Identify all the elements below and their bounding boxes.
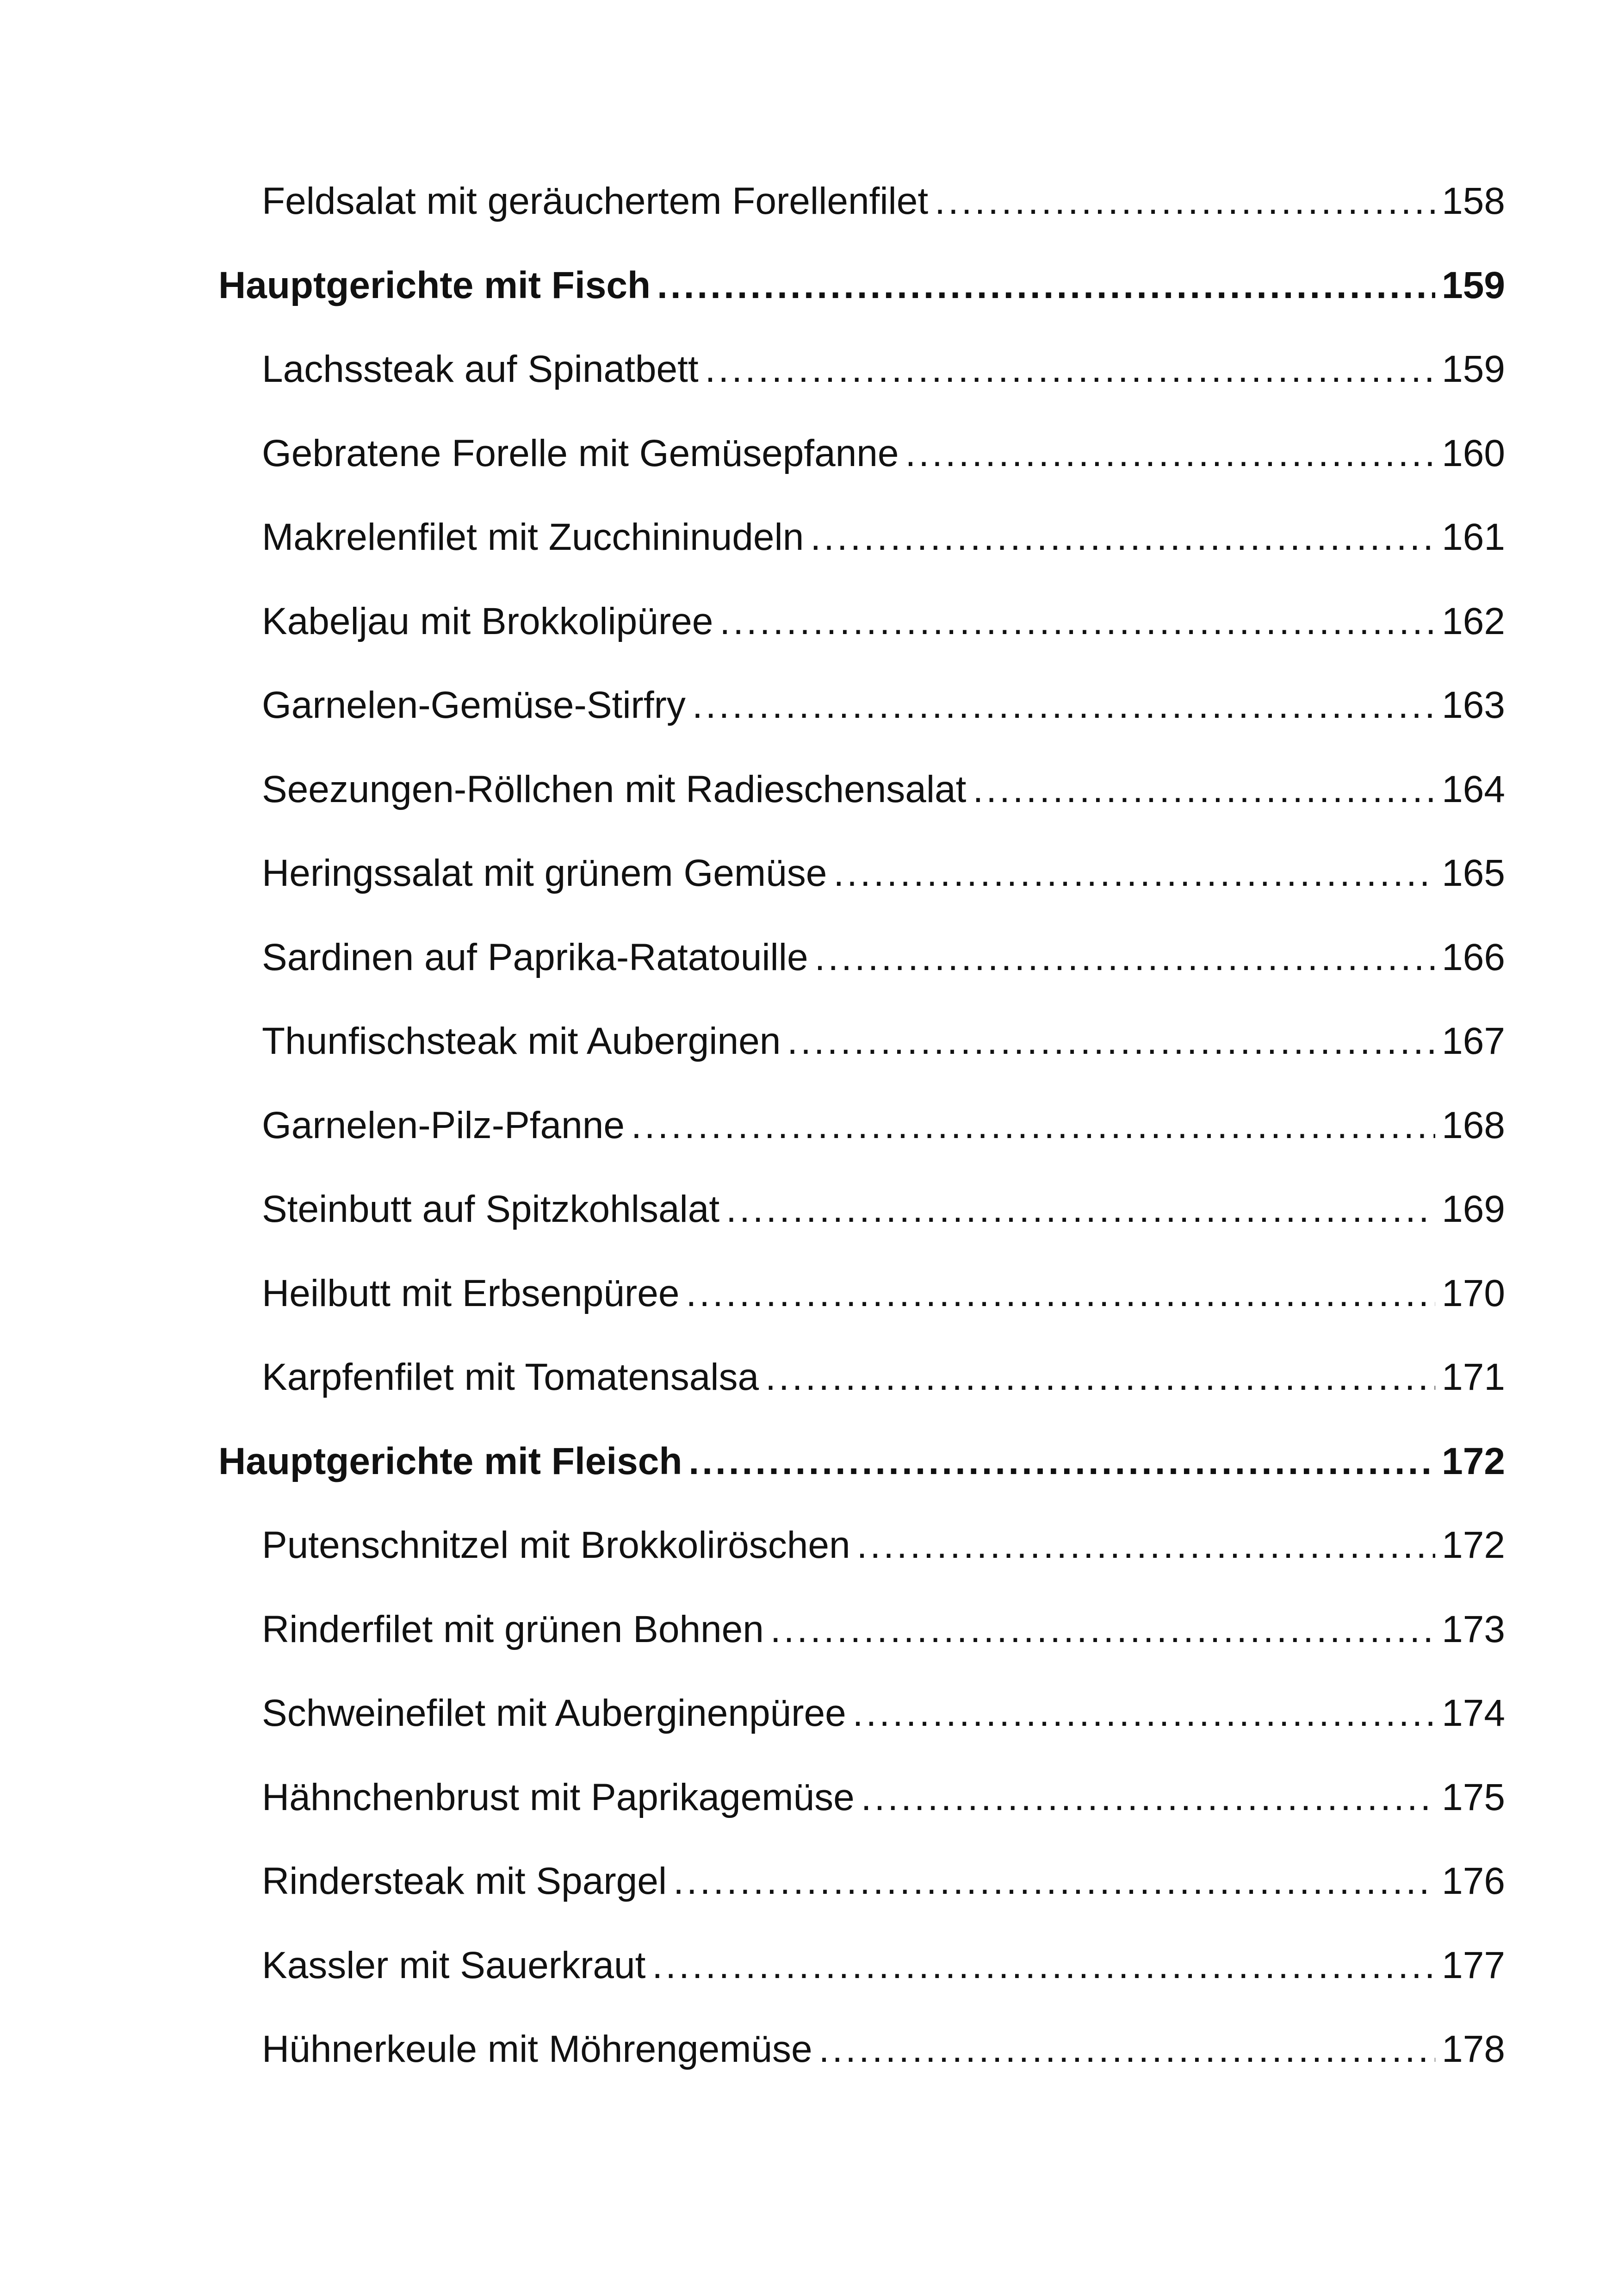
- toc-entry-title: Feldsalat mit geräuchertem Forellenfilet: [262, 180, 929, 222]
- toc-page-number: 160: [1442, 432, 1505, 474]
- toc-page-number: 170: [1442, 1272, 1505, 1314]
- toc-page-number: 177: [1442, 1944, 1505, 1986]
- toc-page-number: 174: [1442, 1692, 1505, 1734]
- toc-entry[interactable]: [218, 746, 1505, 815]
- toc-entry[interactable]: [218, 1250, 1505, 1319]
- toc-page-number: 178: [1442, 2028, 1505, 2070]
- toc-entry[interactable]: [218, 1333, 1505, 1403]
- dot-leader: [765, 1352, 1435, 1403]
- toc-page-number: 171: [1442, 1356, 1505, 1398]
- toc-entry-title: Putenschnitzel mit Brokkoliröschen: [262, 1524, 850, 1566]
- toc-entry-title: Garnelen-Pilz-Pfanne: [262, 1104, 625, 1146]
- toc-section-title: Hauptgerichte mit Fleisch: [218, 1440, 682, 1482]
- dot-leader: [692, 680, 1435, 731]
- toc-page-number: 167: [1442, 1020, 1505, 1062]
- dot-leader: [719, 596, 1435, 647]
- dot-leader: [861, 1772, 1435, 1823]
- toc-section-title: Hauptgerichte mit Fisch: [218, 264, 651, 306]
- toc-entry[interactable]: [218, 1165, 1505, 1235]
- dot-leader: [935, 176, 1435, 227]
- toc-page-number: 172: [1442, 1524, 1505, 1566]
- toc-entry-title: Thunfischsteak mit Auberginen: [262, 1020, 781, 1062]
- toc-entry[interactable]: [218, 325, 1505, 395]
- toc-entry[interactable]: [218, 1922, 1505, 1991]
- toc-page-number: 163: [1442, 684, 1505, 726]
- toc-page-number: 159: [1442, 348, 1505, 390]
- toc-entry-title: Sardinen auf Paprika-Ratatouille: [262, 936, 808, 978]
- dot-leader: [787, 1016, 1435, 1067]
- toc-entry[interactable]: [218, 410, 1505, 479]
- toc-entry-title: Heringssalat mit grünem Gemüse: [262, 852, 827, 894]
- dot-leader: [905, 428, 1436, 479]
- toc-entry-title: Heilbutt mit Erbsenpüree: [262, 1272, 680, 1314]
- toc-entry[interactable]: [218, 1501, 1505, 1571]
- toc-page-number: 175: [1442, 1776, 1505, 1818]
- toc-entry[interactable]: [218, 1082, 1505, 1151]
- dot-leader: [652, 1940, 1435, 1991]
- dot-leader: [688, 1436, 1435, 1487]
- toc-entry[interactable]: [218, 914, 1505, 983]
- toc-entry-title: Steinbutt auf Spitzkohlsalat: [262, 1188, 720, 1230]
- toc-entry[interactable]: [218, 1754, 1505, 1823]
- dot-leader: [853, 1688, 1436, 1739]
- dot-leader: [973, 764, 1435, 815]
- toc-section-heading[interactable]: [218, 1418, 1505, 1487]
- dot-leader: [631, 1100, 1435, 1151]
- toc-entry-title: Karpfenfilet mit Tomatensalsa: [262, 1356, 759, 1398]
- dot-leader: [657, 260, 1435, 311]
- toc-page-number: 164: [1442, 768, 1505, 810]
- toc-page-number: 159: [1442, 264, 1505, 306]
- dot-leader: [833, 848, 1435, 899]
- dot-leader: [705, 344, 1436, 395]
- dot-leader: [815, 932, 1436, 983]
- toc-page-number: 166: [1442, 936, 1505, 978]
- toc-entry[interactable]: [218, 1669, 1505, 1739]
- toc-entry[interactable]: [218, 157, 1505, 227]
- toc-entry-title: Makrelenfilet mit Zucchininudeln: [262, 516, 804, 558]
- toc-section-heading[interactable]: [218, 242, 1505, 311]
- toc-entry-title: Rinderfilet mit grünen Bohnen: [262, 1608, 764, 1650]
- toc-entry-title: Rindersteak mit Spargel: [262, 1860, 667, 1902]
- toc-page-number: 168: [1442, 1104, 1505, 1146]
- toc-entry[interactable]: [218, 1586, 1505, 1655]
- dot-leader: [857, 1520, 1436, 1571]
- dot-leader: [819, 2024, 1436, 2075]
- toc-page-number: 158: [1442, 180, 1505, 222]
- toc-page-number: 172: [1442, 1440, 1505, 1482]
- toc-page-number: 173: [1442, 1608, 1505, 1650]
- toc-entry[interactable]: [218, 493, 1505, 563]
- toc-entry-title: Lachssteak auf Spinatbett: [262, 348, 699, 390]
- toc-entry[interactable]: [218, 997, 1505, 1067]
- toc-entry[interactable]: [218, 2005, 1505, 2075]
- toc-page-number: 169: [1442, 1188, 1505, 1230]
- dot-leader: [726, 1184, 1435, 1235]
- toc-entry-title: Schweinefilet mit Auberginenpüree: [262, 1692, 846, 1734]
- toc-entry-title: Kassler mit Sauerkraut: [262, 1944, 646, 1986]
- toc-entry-title: Seezungen-Röllchen mit Radieschensalat: [262, 768, 967, 810]
- toc-page-number: 162: [1442, 600, 1505, 642]
- toc-entry[interactable]: [218, 829, 1505, 899]
- toc-entry[interactable]: [218, 1837, 1505, 1907]
- toc-entry-title: Hähnchenbrust mit Paprikagemüse: [262, 1776, 855, 1818]
- toc-entry[interactable]: [218, 661, 1505, 731]
- toc-page-number: 161: [1442, 516, 1505, 558]
- toc-page-number: 165: [1442, 852, 1505, 894]
- toc-entry-title: Garnelen-Gemüse-Stirfry: [262, 684, 686, 726]
- toc-entry[interactable]: [218, 578, 1505, 647]
- dot-leader: [686, 1268, 1435, 1319]
- toc-entry-title: Kabeljau mit Brokkolipüree: [262, 600, 713, 642]
- dot-leader: [810, 512, 1435, 563]
- toc-entry-title: Gebratene Forelle mit Gemüsepfanne: [262, 432, 899, 474]
- dot-leader: [770, 1604, 1435, 1655]
- toc-entry-title: Hühnerkeule mit Möhrengemüse: [262, 2028, 812, 2070]
- dot-leader: [673, 1856, 1435, 1907]
- toc-page-number: 176: [1442, 1860, 1505, 1902]
